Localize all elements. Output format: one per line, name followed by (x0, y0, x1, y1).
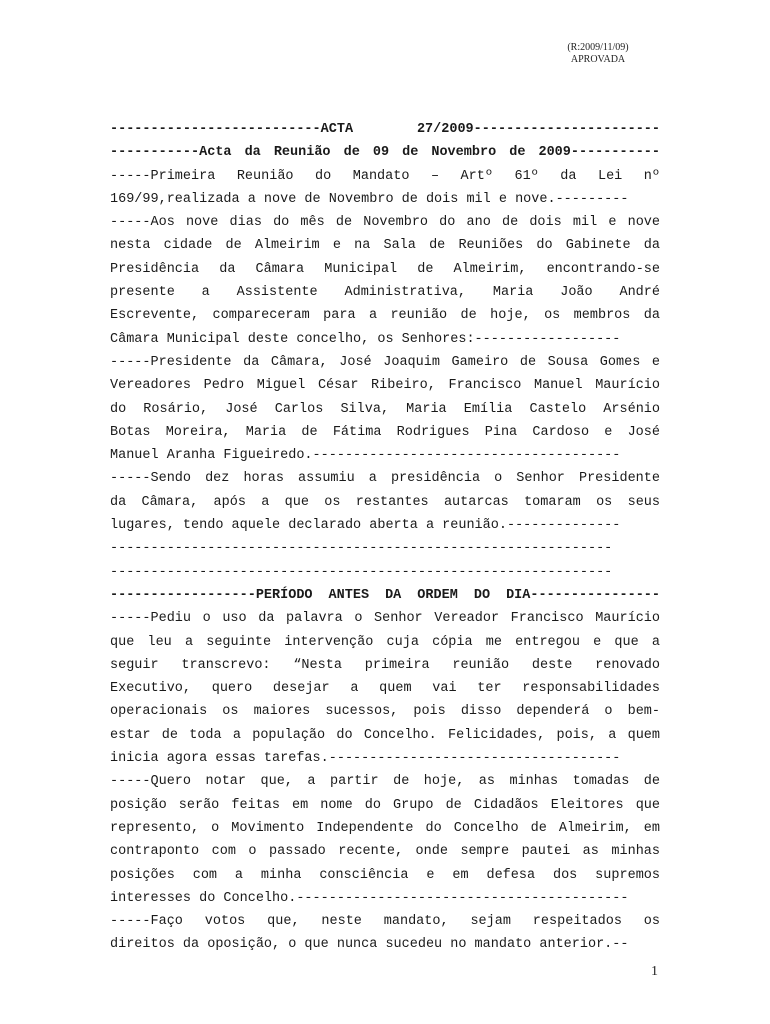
text-line: -----Primeira Reunião do Mandato – Artº 61º da Lei nº (110, 168, 660, 184)
text-line: -------------------------------------------------------------- (110, 541, 613, 557)
text-line: do Rosário, José Carlos Silva, Maria Emília Castelo Arsénio (110, 401, 660, 417)
text-line: inicia agora essas tarefas.------------------------------------ (110, 751, 621, 767)
text-line: lugares, tendo aquele declarado aberta a reunião.-------------- (110, 518, 621, 534)
text-line: da Câmara, após a que os restantes autarcas tomaram os seus (110, 494, 660, 510)
text-line: -----Sendo dez horas assumiu a presidência o Senhor Presidente (110, 471, 660, 487)
text-line: -----Aos nove dias do mês de Novembro do ano de dois mil e nove (110, 215, 660, 231)
text-line: operacionais os maiores sucessos, pois disso dependerá o bem- (110, 704, 660, 720)
text-line: -----Quero notar que, a partir de hoje, as minhas tomadas de (110, 774, 660, 790)
text-line: presente a Assistente Administrativa, Maria João André (110, 285, 660, 301)
text-line: estar de toda a população do Concelho. Felicidades, pois, a quem (110, 727, 660, 743)
text-line: seguir transcrevo: “Nesta primeira reunião deste renovado (110, 657, 660, 673)
text-line: direitos da oposição, o que nunca sucedeu no mandato anterior.-- (110, 937, 629, 953)
text-line: interesses do Concelho.----------------------------------------- (110, 890, 629, 906)
text-line: Manuel Aranha Figueiredo.-------------------------------------- (110, 448, 621, 464)
text-line: 169/99,realizada a nove de Novembro de dois mil e nove.--------- (110, 191, 629, 207)
section-heading: -----------Acta da Reunião de 09 de Novembro de 2009----------- (110, 145, 660, 161)
text-line: Presidência da Câmara Municipal de Almeirim, encontrando-se (110, 261, 660, 277)
text-line: -------------------------------------------------------------- (110, 564, 613, 580)
text-line: Escrevente, compareceram para a reunião de hoje, os membros da (110, 308, 660, 324)
text-line: Vereadores Pedro Miguel César Ribeiro, Francisco Manuel Maurício (110, 378, 660, 394)
page-number: 1 (651, 964, 658, 979)
minutes-body (110, 118, 660, 957)
text-line: nesta cidade de Almeirim e na Sala de Reuniões do Gabinete da (110, 238, 660, 254)
text-line: represento, o Movimento Independente do Concelho de Almeirim, em (110, 820, 660, 836)
text-line: -----Faço votos que, neste mandato, sejam respeitados os (110, 914, 660, 930)
text-line: posição serão feitas em nome do Grupo de Cidadãos Eleitores que (110, 797, 660, 813)
text-line: contraponto com o passado recente, onde sempre pautei as minhas (110, 844, 660, 860)
text-line: -----Pediu o uso da palavra o Senhor Vereador Francisco Maurício (110, 611, 660, 627)
minutes-reference: (R:2009/11/09) (567, 42, 629, 53)
section-heading: --------------------------ACTA 27/2009----------------------- (110, 122, 660, 137)
approval-status: APROVADA (570, 54, 626, 65)
section-heading: ------------------PERÍODO ANTES DA ORDEM DO DIA---------------- (110, 587, 660, 603)
text-line: posições com a minha consciência e em defesa dos supremos (110, 867, 660, 883)
text-line: Botas Moreira, Maria de Fátima Rodrigues Pina Cardoso e José (110, 424, 660, 440)
text-line: que leu a seguinte intervenção cuja cópia me entregou e que a (110, 634, 660, 650)
text-line: Câmara Municipal deste concelho, os Senhores:------------------ (110, 331, 621, 347)
text-line: Executivo, quero desejar a quem vai ter responsabilidades (110, 681, 660, 697)
text-line: -----Presidente da Câmara, José Joaquim Gameiro de Sousa Gomes e (110, 354, 660, 370)
approval-stamp (538, 42, 658, 66)
